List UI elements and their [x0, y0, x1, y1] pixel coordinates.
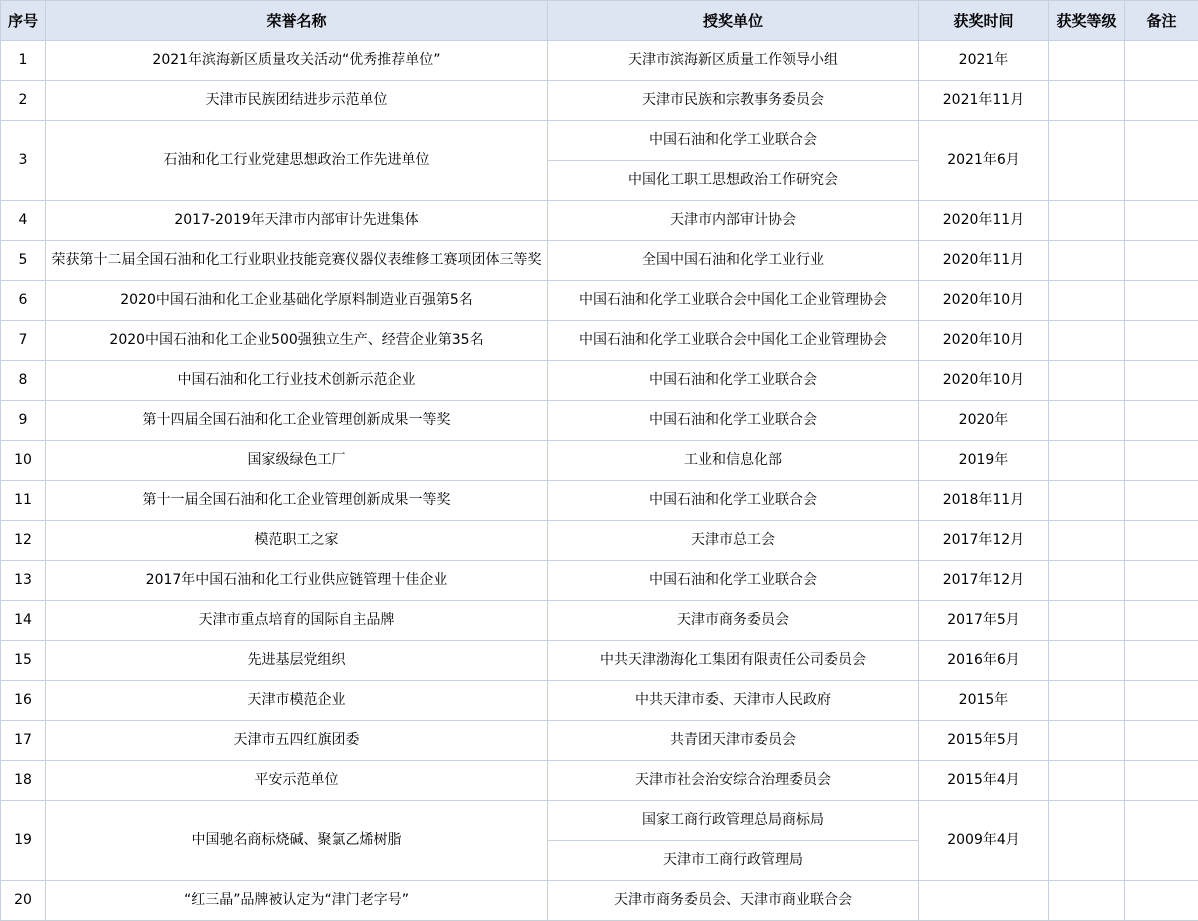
cell-awarding-org: 中国石油和化学工业联合会中国化工企业管理协会	[548, 281, 919, 321]
cell-awarding-org: 天津市内部审计协会	[548, 201, 919, 241]
cell-award-time: 2015年5月	[919, 721, 1049, 761]
cell-no: 4	[1, 201, 46, 241]
header-award-level: 获奖等级	[1049, 1, 1125, 41]
cell-award-time: 2017年12月	[919, 561, 1049, 601]
cell-award-time: 2020年10月	[919, 281, 1049, 321]
cell-award-level	[1049, 761, 1125, 801]
cell-no: 15	[1, 641, 46, 681]
cell-awarding-org: 中国石油和化学工业联合会	[548, 561, 919, 601]
cell-honor-name: “红三晶”品牌被认定为“津门老字号”	[46, 881, 548, 921]
cell-honor-name: 中国石油和化工行业技术创新示范企业	[46, 361, 548, 401]
cell-note	[1125, 41, 1198, 81]
cell-award-time: 2017年5月	[919, 601, 1049, 641]
cell-award-level	[1049, 721, 1125, 761]
table-row	[1, 801, 1198, 841]
cell-award-time: 2015年	[919, 681, 1049, 721]
cell-honor-name: 先进基层党组织	[46, 641, 548, 681]
cell-honor-name: 2017年中国石油和化工行业供应链管理十佳企业	[46, 561, 548, 601]
cell-note	[1125, 81, 1198, 121]
cell-award-time: 2021年11月	[919, 81, 1049, 121]
cell-note	[1125, 281, 1198, 321]
cell-award-level	[1049, 321, 1125, 361]
cell-awarding-org: 中国石油和化学工业联合会	[548, 361, 919, 401]
cell-honor-name: 国家级绿色工厂	[46, 441, 548, 481]
cell-note	[1125, 601, 1198, 641]
cell-award-level	[1049, 121, 1125, 201]
cell-awarding-org: 中国石油和化学工业联合会中国化工企业管理协会	[548, 321, 919, 361]
cell-award-level	[1049, 681, 1125, 721]
cell-awarding-org: 工业和信息化部	[548, 441, 919, 481]
table-body	[1, 41, 1198, 921]
cell-awarding-org: 天津市工商行政管理局	[548, 841, 919, 881]
table-row	[1, 521, 1198, 561]
cell-award-level	[1049, 401, 1125, 441]
table-row	[1, 681, 1198, 721]
cell-awarding-org: 天津市滨海新区质量工作领导小组	[548, 41, 919, 81]
table-row	[1, 721, 1198, 761]
table-row	[1, 121, 1198, 161]
cell-no: 7	[1, 321, 46, 361]
header-note: 备注	[1125, 1, 1198, 41]
cell-awarding-org: 天津市商务委员会	[548, 601, 919, 641]
cell-award-time: 2016年6月	[919, 641, 1049, 681]
cell-no: 10	[1, 441, 46, 481]
cell-award-level	[1049, 281, 1125, 321]
cell-note	[1125, 681, 1198, 721]
cell-award-level	[1049, 41, 1125, 81]
cell-award-time: 2015年4月	[919, 761, 1049, 801]
cell-note	[1125, 521, 1198, 561]
cell-honor-name: 荣获第十二届全国石油和化工行业职业技能竞赛仪器仪表维修工赛项团体三等奖	[46, 241, 548, 281]
cell-awarding-org: 天津市总工会	[548, 521, 919, 561]
cell-no: 12	[1, 521, 46, 561]
cell-honor-name: 第十四届全国石油和化工企业管理创新成果一等奖	[46, 401, 548, 441]
cell-award-level	[1049, 641, 1125, 681]
header-row	[1, 1, 1198, 41]
table-row	[1, 81, 1198, 121]
header-no: 序号	[1, 1, 46, 41]
cell-honor-name: 天津市民族团结进步示范单位	[46, 81, 548, 121]
header-honor-name: 荣誉名称	[46, 1, 548, 41]
cell-note	[1125, 881, 1198, 921]
table-row	[1, 761, 1198, 801]
cell-no: 17	[1, 721, 46, 761]
cell-award-time: 2009年4月	[919, 801, 1049, 881]
cell-award-level	[1049, 521, 1125, 561]
table-row	[1, 481, 1198, 521]
cell-honor-name: 2017-2019年天津市内部审计先进集体	[46, 201, 548, 241]
cell-no: 11	[1, 481, 46, 521]
cell-award-level	[1049, 481, 1125, 521]
cell-award-time: 2020年11月	[919, 201, 1049, 241]
cell-note	[1125, 201, 1198, 241]
table-row	[1, 241, 1198, 281]
cell-honor-name: 2020中国石油和化工企业500强独立生产、经营企业第35名	[46, 321, 548, 361]
cell-award-time: 2020年10月	[919, 321, 1049, 361]
cell-no: 5	[1, 241, 46, 281]
cell-award-time: 2017年12月	[919, 521, 1049, 561]
cell-no: 16	[1, 681, 46, 721]
cell-awarding-org: 中共天津市委、天津市人民政府	[548, 681, 919, 721]
cell-note	[1125, 561, 1198, 601]
cell-award-level	[1049, 81, 1125, 121]
cell-award-level	[1049, 601, 1125, 641]
table-row	[1, 361, 1198, 401]
cell-note	[1125, 721, 1198, 761]
cell-award-time: 2020年11月	[919, 241, 1049, 281]
cell-awarding-org: 天津市民族和宗教事务委员会	[548, 81, 919, 121]
cell-no: 8	[1, 361, 46, 401]
cell-note	[1125, 121, 1198, 201]
table-row	[1, 641, 1198, 681]
cell-award-level	[1049, 801, 1125, 881]
cell-award-level	[1049, 561, 1125, 601]
cell-awarding-org: 国家工商行政管理总局商标局	[548, 801, 919, 841]
table-row	[1, 281, 1198, 321]
cell-award-time: 2021年	[919, 41, 1049, 81]
cell-awarding-org: 天津市社会治安综合治理委员会	[548, 761, 919, 801]
cell-honor-name: 第十一届全国石油和化工企业管理创新成果一等奖	[46, 481, 548, 521]
table-row	[1, 881, 1198, 921]
header-award-time: 获奖时间	[919, 1, 1049, 41]
cell-note	[1125, 761, 1198, 801]
cell-note	[1125, 801, 1198, 881]
cell-award-time	[919, 881, 1049, 921]
header-awarding-org: 授奖单位	[548, 1, 919, 41]
cell-no: 14	[1, 601, 46, 641]
cell-no: 3	[1, 121, 46, 201]
cell-award-level	[1049, 361, 1125, 401]
table-row	[1, 401, 1198, 441]
cell-no: 18	[1, 761, 46, 801]
cell-honor-name: 天津市五四红旗团委	[46, 721, 548, 761]
cell-awarding-org: 中国石油和化学工业联合会	[548, 121, 919, 161]
cell-award-time: 2019年	[919, 441, 1049, 481]
cell-no: 1	[1, 41, 46, 81]
cell-honor-name: 天津市模范企业	[46, 681, 548, 721]
cell-no: 20	[1, 881, 46, 921]
cell-no: 13	[1, 561, 46, 601]
cell-award-level	[1049, 201, 1125, 241]
cell-honor-name: 天津市重点培育的国际自主品牌	[46, 601, 548, 641]
cell-awarding-org: 中国石油和化学工业联合会	[548, 401, 919, 441]
cell-award-level	[1049, 881, 1125, 921]
cell-award-level	[1049, 241, 1125, 281]
cell-awarding-org: 中国石油和化学工业联合会	[548, 481, 919, 521]
cell-note	[1125, 241, 1198, 281]
cell-no: 9	[1, 401, 46, 441]
cell-awarding-org: 中共天津渤海化工集团有限责任公司委员会	[548, 641, 919, 681]
cell-no: 19	[1, 801, 46, 881]
table-row	[1, 201, 1198, 241]
cell-awarding-org: 共青团天津市委员会	[548, 721, 919, 761]
cell-note	[1125, 401, 1198, 441]
cell-awarding-org: 天津市商务委员会、天津市商业联合会	[548, 881, 919, 921]
cell-note	[1125, 441, 1198, 481]
cell-note	[1125, 361, 1198, 401]
cell-note	[1125, 641, 1198, 681]
cell-note	[1125, 321, 1198, 361]
cell-awarding-org: 中国化工职工思想政治工作研究会	[548, 161, 919, 201]
table-row	[1, 561, 1198, 601]
cell-award-time: 2021年6月	[919, 121, 1049, 201]
cell-honor-name: 平安示范单位	[46, 761, 548, 801]
cell-honor-name: 2021年滨海新区质量攻关活动“优秀推荐单位”	[46, 41, 548, 81]
cell-award-time: 2018年11月	[919, 481, 1049, 521]
cell-note	[1125, 481, 1198, 521]
cell-honor-name: 2020中国石油和化工企业基础化学原料制造业百强第5名	[46, 281, 548, 321]
cell-honor-name: 模范职工之家	[46, 521, 548, 561]
cell-award-level	[1049, 441, 1125, 481]
cell-honor-name: 中国驰名商标烧碱、聚氯乙烯树脂	[46, 801, 548, 881]
cell-honor-name: 石油和化工行业党建思想政治工作先进单位	[46, 121, 548, 201]
table-row	[1, 441, 1198, 481]
table-row	[1, 41, 1198, 81]
cell-award-time: 2020年	[919, 401, 1049, 441]
cell-no: 2	[1, 81, 46, 121]
table-row	[1, 321, 1198, 361]
cell-awarding-org: 全国中国石油和化学工业行业	[548, 241, 919, 281]
cell-award-time: 2020年10月	[919, 361, 1049, 401]
cell-no: 6	[1, 281, 46, 321]
table-row	[1, 601, 1198, 641]
